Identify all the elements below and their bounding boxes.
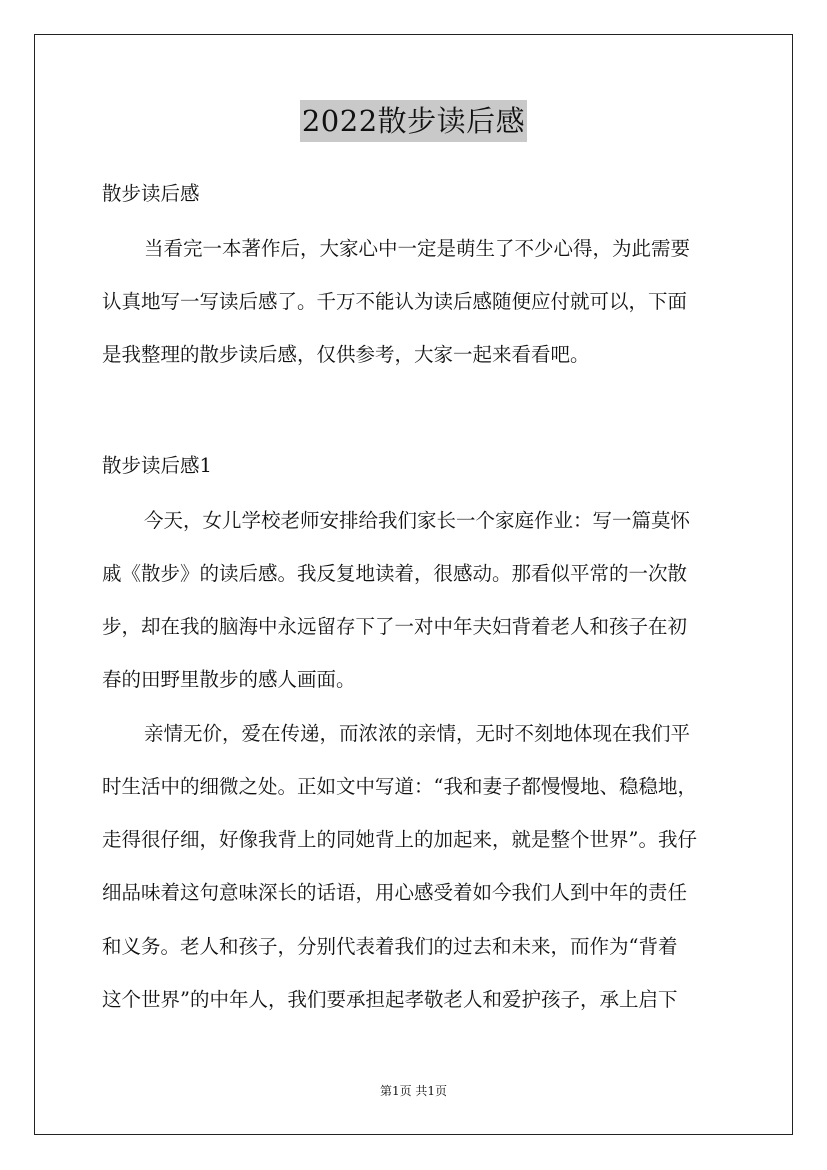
paragraph1-line: 今天，女儿学校老师安排给我们家长一个家庭作业：写一篇莫怀 bbox=[144, 509, 691, 532]
page-footer: 第1页 共1页 bbox=[379, 1084, 448, 1098]
paragraph2-line: 时生活中的细微之处。正如文中写道：“我和妻子都慢慢地、稳稳地， bbox=[102, 775, 697, 798]
intro-line: 认真地写一写读后感了。千万不能认为读后感随便应付就可以，下面 bbox=[102, 290, 688, 313]
subtitle: 散步读后感 bbox=[102, 182, 200, 205]
paragraph2-line: 走得很仔细，好像我背上的同她背上的加起来，就是整个世界”。我仔 bbox=[102, 828, 697, 851]
paragraph1-line: 步，却在我的脑海中永远留存下了一对中年夫妇背着老人和孩子在初 bbox=[102, 615, 688, 638]
paragraph1-line: 春的田野里散步的感人画面。 bbox=[102, 668, 356, 691]
paragraph2-line: 亲情无价，爱在传递，而浓浓的亲情，无时不刻地体现在我们平 bbox=[144, 722, 691, 745]
intro-line: 是我整理的散步读后感，仅供参考，大家一起来看看吧。 bbox=[102, 343, 590, 366]
section-heading: 散步读后感1 bbox=[102, 454, 212, 477]
paragraph2-line: 这个世界”的中年人，我们要承担起孝敬老人和爱护孩子，承上启下 bbox=[102, 988, 678, 1011]
document-title-text: 2022散步读后感 bbox=[300, 100, 527, 142]
paragraph2-line: 细品味着这句意味深长的话语，用心感受着如今我们人到中年的责任 bbox=[102, 881, 688, 904]
intro-line: 当看完一本著作后，大家心中一定是萌生了不少心得，为此需要 bbox=[144, 237, 691, 260]
document-title bbox=[0, 100, 827, 142]
paragraph2-line: 和义务。老人和孩子，分别代表着我们的过去和未来，而作为“背着 bbox=[102, 935, 678, 958]
paragraph1-line: 戚《散步》的读后感。我反复地读着，很感动。那看似平常的一次散 bbox=[102, 562, 688, 585]
